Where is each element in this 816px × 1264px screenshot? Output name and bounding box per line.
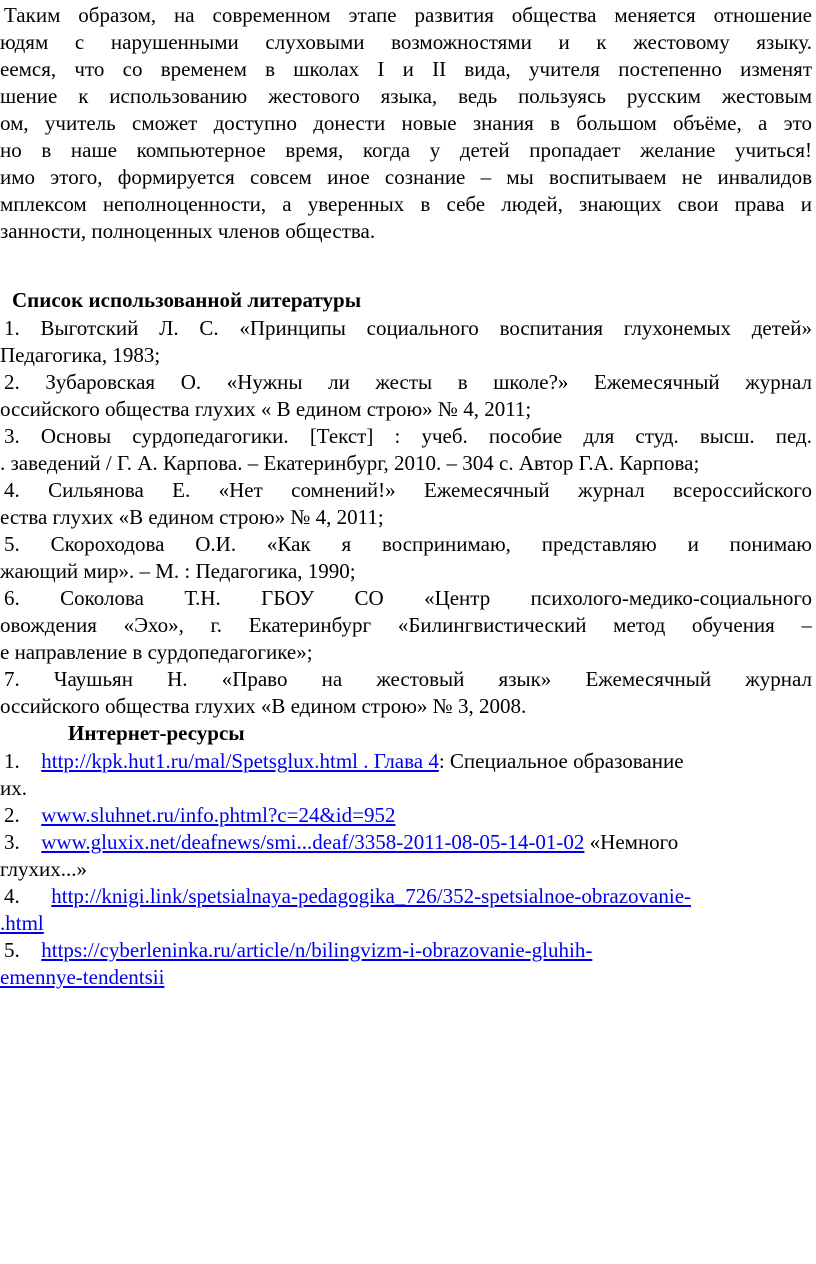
internet-item-cont [0, 910, 44, 936]
item-description: : Специальное образование [438, 749, 684, 773]
references-heading: Список использованной литературы [12, 288, 362, 312]
resource-link[interactable]: http://knigi.link/spetsialnaya-pedagogika_726/352-spetsialnoe-obrazovanie- [51, 884, 692, 908]
resource-link[interactable]: http://kpk.hut1.ru/mal/Spetsglux.html . Глава 4 [41, 749, 439, 773]
item-number: 4. [4, 884, 20, 908]
reference-line: 3. Основы сурдопедагогики. [Текст] : учеб. пособие для студ. высш. пед. [4, 424, 812, 448]
resource-link[interactable]: www.gluxix.net/deafnews/smi...deaf/3358-2011-08-05-14-01-02 [41, 830, 585, 854]
item-number: 3. [4, 830, 20, 854]
reference-line: оссийского общества глухих «В едином строю» № 3, 2008. [0, 694, 527, 718]
paragraph-line: Таким образом, на современном этапе развития общества меняется отношение [4, 3, 812, 27]
internet-item-cont [0, 964, 164, 990]
internet-item [4, 829, 678, 855]
internet-item [4, 802, 395, 828]
reference-line: . заведений / Г. А. Карпова. – Екатеринбург, 2010. – 304 с. Автор Г.А. Карпова; [0, 451, 700, 475]
internet-item [4, 937, 592, 963]
reference-line: 6. Соколова Т.Н. ГБОУ СО «Центр психолого-медико-социального [4, 586, 812, 610]
internet-heading: Интернет-ресурсы [68, 721, 245, 745]
item-number: 2. [4, 803, 20, 827]
reference-line: 4. Сильянова Е. «Нет сомнений!» Ежемесячный журнал всероссийского [4, 478, 812, 502]
reference-line: оссийского общества глухих « В едином строю» № 4, 2011; [0, 397, 532, 421]
resource-link[interactable]: https://cyberleninka.ru/article/n/bilingvizm-i-obrazovanie-gluhih- [41, 938, 593, 962]
item-number: 1. [4, 749, 20, 773]
internet-item [4, 748, 812, 774]
reference-line: Педагогика, 1983; [0, 343, 161, 367]
paragraph-line: занности, полноценных членов общества. [0, 219, 376, 243]
reference-line: 1. Выготский Л. С. «Принципы социального воспитания глухонемых детей» [4, 316, 812, 340]
resource-link-cont[interactable]: emennye-tendentsii [0, 965, 165, 989]
paragraph-line: но в наше компьютерное время, когда у детей пропадает желание учиться! [0, 138, 812, 162]
item-description: «Немного [584, 830, 679, 854]
reference-line: ества глухих «В едином строю» № 4, 2011; [0, 505, 384, 529]
resource-link[interactable]: www.sluhnet.ru/info.phtml?c=24&id=952 [41, 803, 396, 827]
internet-item-cont: их. [0, 776, 27, 800]
reference-line: овождения «Эхо», г. Екатеринбург «Билингвистический метод обучения – [0, 613, 812, 637]
paragraph-line: мплексом неполноценности, а уверенных в себе людей, знающих свои права и [0, 192, 812, 216]
reference-line: 2. Зубаровская О. «Нужны ли жесты в школе?» Ежемесячный журнал [4, 370, 812, 394]
internet-item-cont: глухих...» [0, 857, 88, 881]
paragraph-line: ом, учитель сможет доступно донести новые знания в большом объёме, а это [0, 111, 812, 135]
reference-line: жающий мир». – М. : Педагогика, 1990; [0, 559, 356, 583]
paragraph-line: имо этого, формируется совсем иное сознание – мы воспитываем не инвалидов [0, 165, 812, 189]
paragraph-line: юдям с нарушенными слуховыми возможностями и к жестовому языку. [0, 30, 812, 54]
paragraph-line: шение к использованию жестового языка, ведь пользуясь русским жестовым [0, 84, 812, 108]
paragraph-line: еемся, что со временем в школах I и II вида, учителя постепенно изменят [0, 57, 812, 81]
reference-line: 7. Чаушьян Н. «Право на жестовый язык» Ежемесячный журнал [4, 667, 812, 691]
reference-line: 5. Скороходова О.И. «Как я воспринимаю, представляю и понимаю [4, 532, 812, 556]
internet-item [4, 883, 691, 909]
reference-line: е направление в сурдопедагогике»; [0, 640, 313, 664]
resource-link-cont[interactable]: .html [0, 911, 44, 935]
item-number: 5. [4, 938, 20, 962]
